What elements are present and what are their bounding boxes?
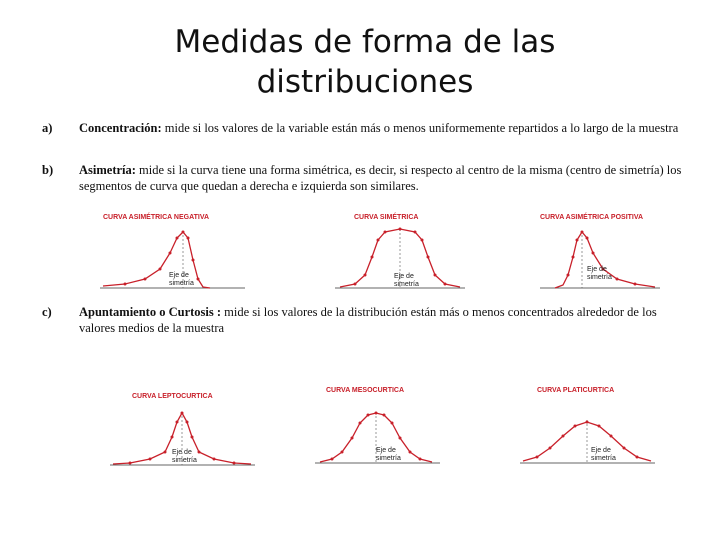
curve-title: CURVA ASIMÉTRICA POSITIVA <box>540 214 644 221</box>
eje-label-1: Eje de <box>394 273 414 280</box>
curve-leptocurtica <box>110 382 260 472</box>
eje-label-2: simetría <box>587 274 612 281</box>
curve-title: CURVA LEPTOCURTICA <box>132 393 213 400</box>
eje-label-2: simetría <box>172 457 197 464</box>
item-term: Apuntamiento o Curtosis : <box>79 305 222 319</box>
item-term: Concentración: <box>79 121 162 135</box>
eje-label-1: Eje de <box>591 447 611 454</box>
curve-asimetrica-negativa <box>95 205 255 295</box>
item-label: a) <box>42 121 53 135</box>
eje-label-2: simetría <box>169 280 194 287</box>
eje-label-1: Eje de <box>587 266 607 273</box>
item-label: b) <box>42 163 54 177</box>
item-description: mide si los valores de la variable están más o menos uniformemente repartidos a lo largo de la muestra <box>161 121 679 135</box>
curve-title: CURVA SIMÉTRICA <box>354 214 419 221</box>
curve-mesocurtica <box>310 378 445 468</box>
eje-label-2: simetría <box>394 281 419 288</box>
curve-title: CURVA MESOCURTICA <box>326 387 405 394</box>
item-description: mide si la curva tiene una forma simétrica, es decir, si respecto al centro de la misma (centro de simetría) los segmentos de curva que quedan a derecha e izquierda son similares. <box>79 163 682 193</box>
eje-label-2: simetría <box>591 455 616 462</box>
eje-label-1: Eje de <box>376 447 396 454</box>
curve-platicurtica <box>515 378 660 468</box>
item-text <box>79 162 689 194</box>
curve-diagram <box>110 382 260 472</box>
slide-title <box>60 22 670 102</box>
item-label: c) <box>42 305 52 319</box>
title-line-2: distribuciones <box>256 64 474 100</box>
item-text <box>79 304 689 336</box>
item-term: Asimetría: <box>79 163 136 177</box>
eje-label-1: Eje de <box>169 272 189 279</box>
title-line-1: Medidas de forma de las <box>174 24 556 60</box>
eje-label-1: Eje de <box>172 449 192 456</box>
curve-title: CURVA ASIMÉTRICA NEGATIVA <box>103 214 210 221</box>
curve-diagram <box>95 205 255 295</box>
eje-label-2: simetría <box>376 455 401 462</box>
curve-diagram <box>330 205 470 295</box>
curve-simetrica <box>330 205 470 295</box>
item-description: mide si los valores de la distribución están más o menos concentrados alrededor de los valores medios de la muestra <box>79 305 657 335</box>
curve-diagram <box>535 205 665 295</box>
item-text <box>79 120 689 136</box>
curve-diagram <box>310 378 445 468</box>
curve-asimetrica-positiva <box>535 205 665 295</box>
curve-title: CURVA PLATICURTICA <box>537 387 615 394</box>
curve-diagram <box>515 378 660 468</box>
